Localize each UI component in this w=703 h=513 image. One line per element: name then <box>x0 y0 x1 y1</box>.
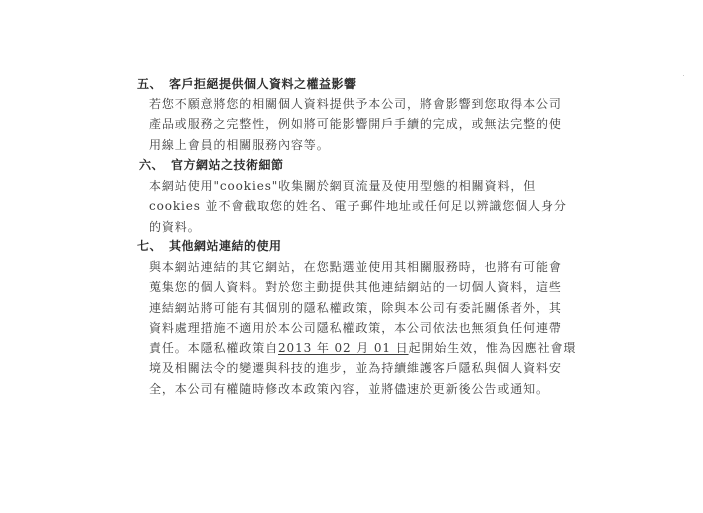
paragraph-line: 與本網站連結的其它網站，在您點選並使用其相關服務時，也將有可能會 <box>149 260 562 274</box>
section-7-heading <box>137 238 282 254</box>
section-5-title: 客戶拒絕提供個人資料之權益影響 <box>169 77 357 91</box>
paragraph-line: 資料處理措施不適用於本公司隱私權政策，本公司依法也無須負任何連帶 <box>149 320 562 335</box>
paragraph-line: 境及相關法令的變遷與科技的進步，並為持續維護客戶隱私與個人資料安 <box>149 361 562 376</box>
section-5-paragraph <box>149 94 589 155</box>
paragraph-line: 本網站使用"cookies"收集關於網頁流量及使用型態的相關資料，但 <box>149 179 537 193</box>
paragraph-line: 蒐集您的個人資料。對於您主動提供其他連結網站的一切個人資料，這些 <box>149 280 562 295</box>
section-6-paragraph <box>149 176 589 237</box>
section-6-heading <box>139 157 284 173</box>
section-5-heading <box>137 76 357 92</box>
effective-date-line <box>149 338 589 358</box>
paragraph-line: 產品或服務之完整性，例如將可能影響開戶手續的完成，或無法完整的使 <box>149 117 562 132</box>
section-7-paragraph <box>149 257 589 399</box>
effective-date-prefix: 責任。本隱私權政策自 <box>149 341 279 356</box>
section-6-title: 官方網站之技術細節 <box>171 158 284 172</box>
effective-date: 2013 年 02 月 01 日 <box>278 341 409 356</box>
paragraph-line: cookies 並不會截取您的姓名、電子郵件地址或任何足以辨識您個人身分 <box>149 199 567 214</box>
effective-date-suffix: 起開始生效，惟為因應社會環 <box>408 341 577 356</box>
paragraph-line: 連結網站將可能有其個別的隱私權政策，除與本公司有委託關係者外，其 <box>149 300 562 315</box>
scan-speck <box>683 75 684 76</box>
section-6-number: 六、 <box>139 158 165 172</box>
section-7-number: 七、 <box>137 239 163 253</box>
paragraph-line: 的資料。 <box>149 219 201 234</box>
paragraph-line: 若您不願意將您的相關個人資料提供予本公司，將會影響到您取得本公司 <box>149 97 562 111</box>
paragraph-line: 用線上會員的相關服務內容等。 <box>149 137 330 152</box>
section-7-title: 其他網站連結的使用 <box>169 239 282 253</box>
paragraph-line: 全，本公司有權隨時修改本政策內容，並將儘速於更新後公告或通知。 <box>149 381 549 396</box>
section-5-number: 五、 <box>137 77 163 91</box>
